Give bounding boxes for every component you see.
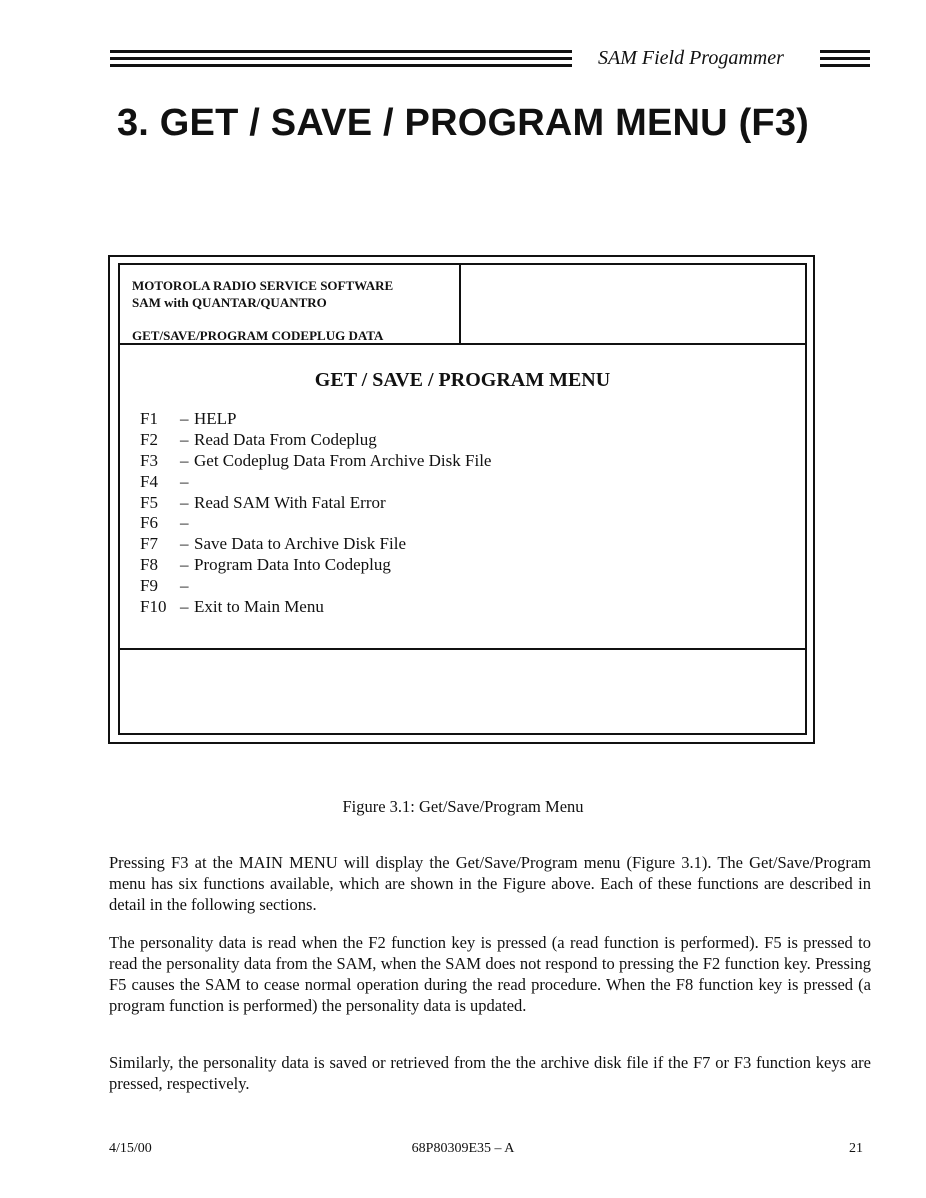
dash: – [180,555,189,575]
screen-name: GET/SAVE/PROGRAM CODEPLUG DATA [132,328,384,343]
dash: – [180,534,189,554]
footer-date: 4/15/00 [109,1141,152,1156]
paragraph-intro: Pressing F3 at the MAIN MENU will display the Get/Save/Program menu (Figure 3.1). The Get/Save/Program menu has six functions available, which are shown in the Figure above. Each of these functions are described in detail in the following sections. [109,853,871,914]
paragraph-personality-data: The personality data is read when the F2 function key is pressed (a read function is performed). F5 is pressed to read the personality data from the SAM, when the SAM does not respond to pressing the F2 function key. Pressing F5 causes the SAM to cease normal operation during the read procedure. When the F8 function key is pressed (a program function is performed) the personality data is updated. [109,933,871,1015]
function-key: F1 [140,409,158,428]
figure-caption: Figure 3.1: Get/Save/Program Menu [342,797,584,816]
dash: – [180,597,189,617]
function-key: F8 [140,555,158,575]
header-rule-left [110,50,572,70]
function-key: F7 [140,534,158,554]
software-name: MOTOROLA RADIO SERVICE SOFTWARE [132,278,394,293]
chapter-title: 3. GET / SAVE / PROGRAM MENU (F3) [116,102,810,144]
status-area-divider [120,648,805,650]
dash: – [180,450,189,470]
menu-item-label: Read SAM With Fatal Error [194,492,386,512]
header-divider-vertical [459,265,461,343]
running-title: SAM Field Progammer [598,47,784,69]
function-key: F2 [140,429,158,449]
function-key: F3 [140,450,158,470]
function-key: F9 [140,576,158,596]
dash: – [180,429,189,449]
menu-item-label: Get Codeplug Data From Archive Disk File [194,450,492,470]
software-screen [118,263,807,735]
dash: – [180,471,189,491]
paragraph-archive: Similarly, the personality data is saved or retrieved from the the archive disk file if the F7 or F3 function keys are pressed, respectively. [109,1053,871,1093]
function-key: F6 [140,513,158,533]
footer-doc-number: 68P80309E35 – A [411,1141,515,1156]
menu-title: GET / SAVE / PROGRAM MENU [314,369,611,391]
menu-item-label: HELP [194,409,237,428]
header-rule-right [820,50,870,70]
menu-item-label: Save Data to Archive Disk File [194,534,406,554]
dash: – [180,409,189,428]
menu-item-label: Exit to Main Menu [194,597,324,617]
footer-page-number: 21 [849,1141,863,1156]
menu-item-label: Read Data From Codeplug [194,429,377,449]
dash: – [180,513,189,533]
dash: – [180,576,189,596]
function-key: F4 [140,471,158,491]
software-subtitle: SAM with QUANTAR/QUANTRO [132,295,327,310]
dash: – [180,492,189,512]
header-divider-horizontal [120,343,805,345]
menu-item-label: Program Data Into Codeplug [194,555,391,575]
function-key: F10 [140,597,167,617]
running-header [110,46,870,74]
function-key: F5 [140,492,158,512]
